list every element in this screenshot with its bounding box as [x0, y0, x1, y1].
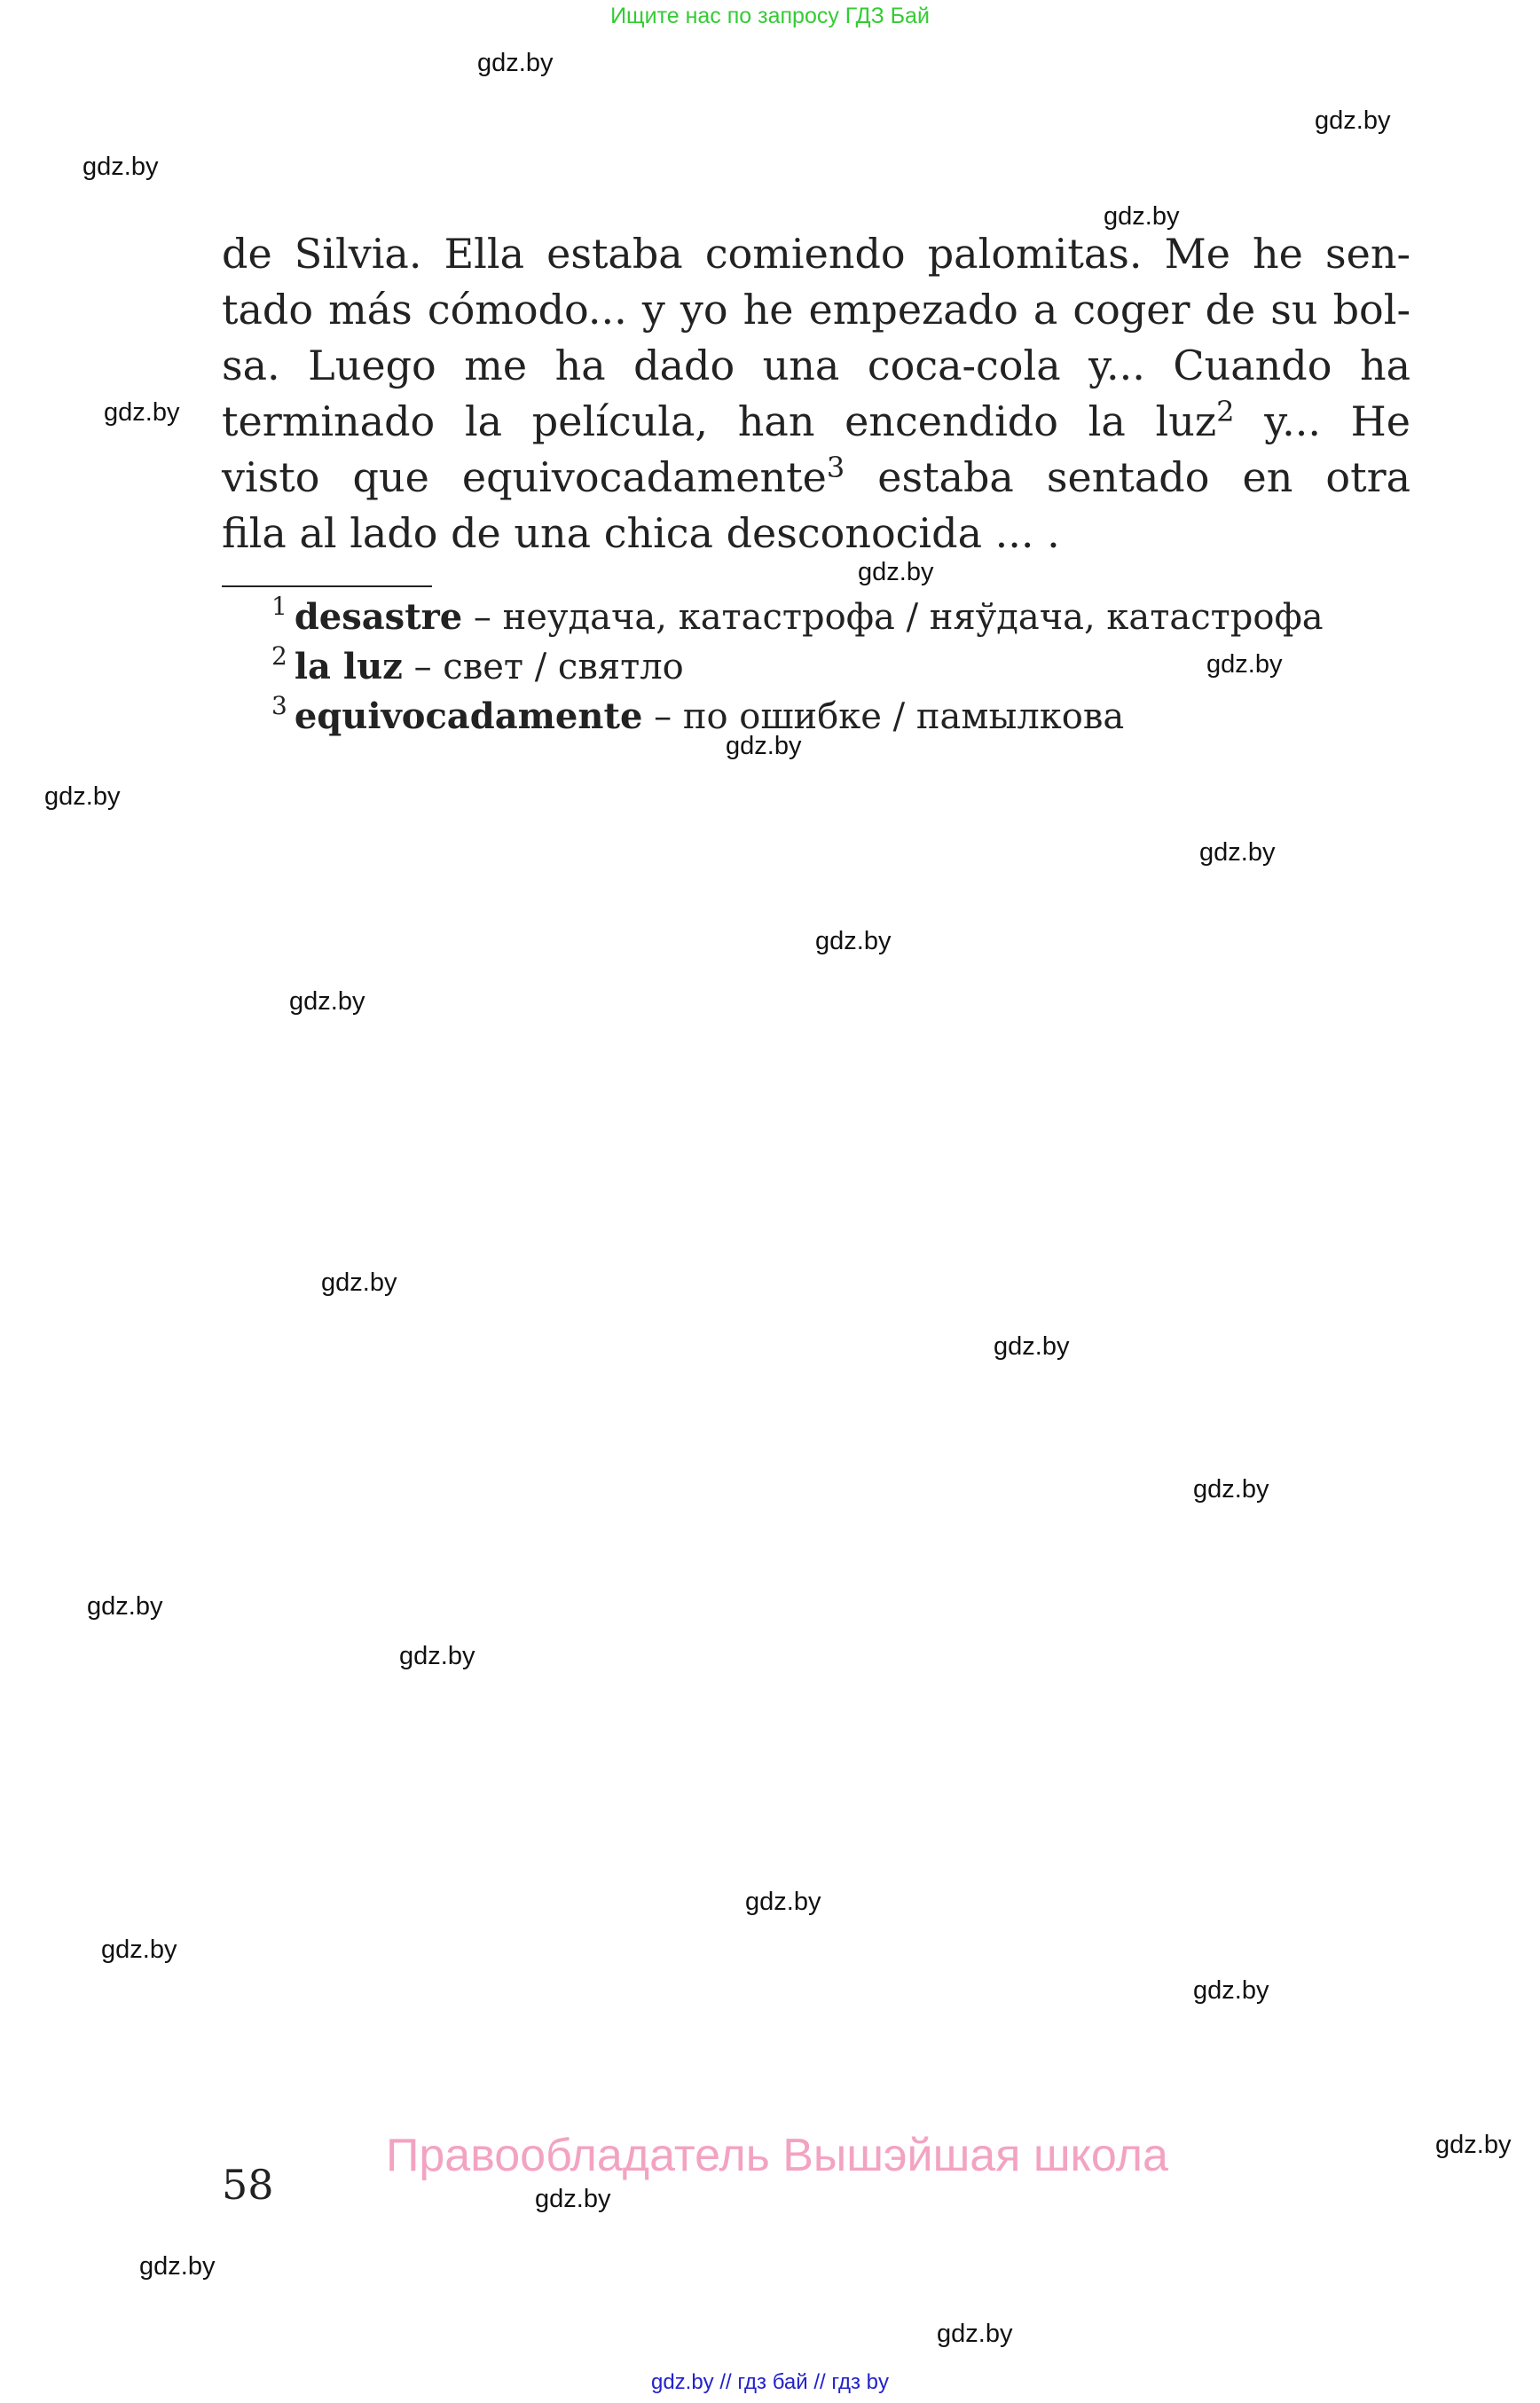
watermark: gdz.by [1315, 106, 1391, 135]
footnote-definition: – неудача, катастрофа / няўдача, катастрофа [462, 597, 1324, 638]
watermark: gdz.by [1193, 1976, 1269, 2005]
footnote-term: la luz [294, 646, 403, 687]
watermark: gdz.by [139, 2252, 216, 2281]
text-fragment: estaba sentado en otra [845, 453, 1410, 501]
text-line: fila al lado de una chica desconocida ... . [222, 509, 1060, 557]
text-fragment: terminado la película, han encendido la luz [222, 397, 1217, 445]
watermark: gdz.by [858, 558, 934, 586]
footnote-divider [222, 585, 432, 587]
watermark: gdz.by [745, 1888, 821, 1916]
watermark: gdz.by [1104, 202, 1180, 231]
top-banner: Ищите нас по запросу ГДЗ Бай [610, 4, 930, 28]
text-line: sa. Luego me ha dado una coca-cola y... Cuando ha [222, 342, 1410, 389]
footnote-term: equivocadamente [294, 695, 643, 737]
footnote-ref: 2 [1216, 395, 1235, 428]
watermark: gdz.by [1199, 838, 1276, 867]
watermark: gdz.by [44, 782, 121, 811]
rights-holder-notice: Правообладатель Вышэйшая школа [386, 2130, 1168, 2181]
watermark: gdz.by [104, 398, 180, 427]
text-line: de Silvia. Ella estaba comiendo palomitas. Me he sen- [222, 230, 1410, 278]
footnote-number: 3 [271, 691, 287, 720]
footnote-number: 2 [271, 641, 287, 671]
body-paragraph [222, 226, 1410, 561]
footnote-definition: – свет / святло [402, 647, 684, 687]
footnote-term: desastre [294, 596, 463, 638]
footnote-number: 1 [271, 592, 287, 621]
watermark: gdz.by [815, 927, 892, 955]
watermark: gdz.by [535, 2185, 611, 2213]
watermark: gdz.by [399, 1642, 475, 1670]
text-line [222, 450, 1410, 506]
watermark: gdz.by [1193, 1475, 1269, 1504]
page-number: 58 [222, 2161, 274, 2209]
text-line: tado más cómodo... y yo he empezado a coger de su bol- [222, 286, 1410, 334]
footnote-ref: 3 [826, 451, 845, 484]
watermark: gdz.by [87, 1592, 163, 1621]
watermark: gdz.by [1206, 650, 1283, 679]
footnote-item [271, 642, 1324, 692]
watermark: gdz.by [477, 49, 554, 77]
watermark: gdz.by [994, 1332, 1070, 1361]
footnote-item [271, 593, 1324, 642]
watermark: gdz.by [321, 1268, 397, 1297]
watermark: gdz.by [289, 987, 365, 1016]
watermark: gdz.by [1435, 2131, 1512, 2159]
footnote-definition: – по ошибке / памылкова [642, 696, 1125, 737]
watermark: gdz.by [82, 153, 159, 181]
text-line [222, 394, 1410, 450]
text-fragment: visto que equivocadamente [222, 453, 827, 501]
footnotes-list [271, 593, 1324, 742]
bottom-links[interactable]: gdz.by // гдз бай // гдз by [650, 2370, 890, 2394]
footnote-item [271, 692, 1324, 742]
watermark: gdz.by [101, 1936, 177, 1964]
watermark: gdz.by [937, 2320, 1013, 2348]
text-fragment: y... He [1234, 397, 1411, 445]
watermark: gdz.by [726, 732, 802, 760]
